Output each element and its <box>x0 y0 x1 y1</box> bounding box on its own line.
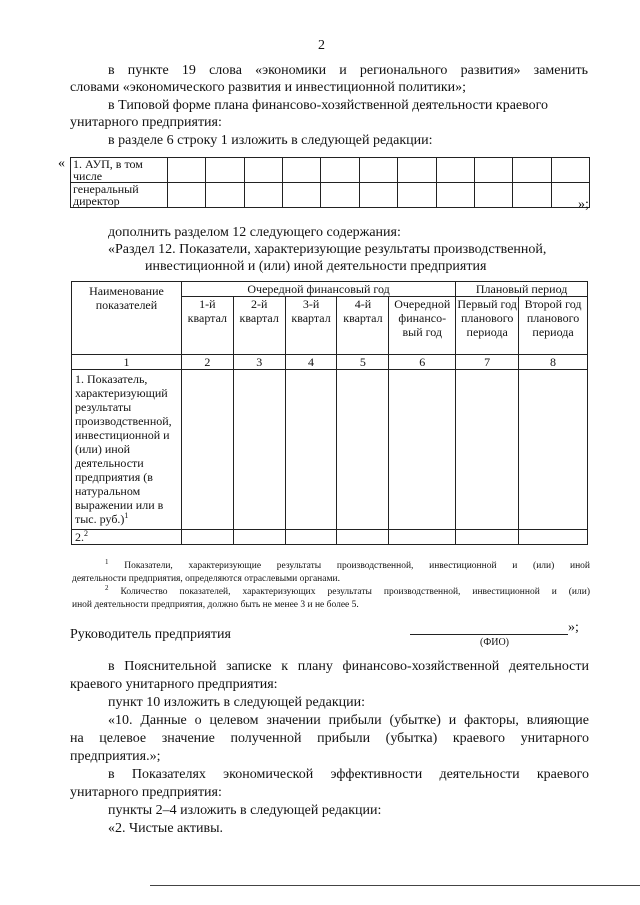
col-number: 6 <box>389 355 456 370</box>
intro-line-3: в Типовой форме плана финансово-хозяйственной деятельности краевого <box>108 98 549 113</box>
signature-label: Руководитель предприятия <box>70 627 231 642</box>
q4-header: 4-й квартал <box>337 297 389 355</box>
aup-open-quote: « <box>58 156 65 171</box>
indicator-table <box>71 281 588 545</box>
section12-title-2: инвестиционной и (или) иной деятельности предприятия <box>145 259 487 274</box>
footnote-1: $^1$ Показатели, характеризующие результаты производственной, инвестиционной и (или) иной <box>105 557 591 571</box>
indicator-row-2-label: 2.$^2$ <box>72 530 182 545</box>
col-number: 3 <box>233 355 285 370</box>
explanatory-line-2: краевого унитарного предприятия: <box>70 677 278 692</box>
aup-row-1 <box>71 158 590 183</box>
plan-period-header: Плановый период <box>456 282 588 297</box>
header-row-1 <box>72 282 588 297</box>
fin-year-header: Очередной финансовый год <box>181 282 455 297</box>
explanatory-line-10: «2. Чистые активы. <box>108 821 224 836</box>
col-number: 7 <box>456 355 519 370</box>
intro-line-4: унитарного предприятия: <box>70 115 222 130</box>
footnote-ref-2: 2 <box>84 529 88 538</box>
footnote-1-cont: деятельности предприятия, определяются отраслевыми органами. <box>72 574 340 584</box>
bottom-edge-line <box>150 885 640 886</box>
aup-close-quote: »; <box>578 197 589 212</box>
fin-year-total-header: Очередной финансо-вый год <box>389 297 456 355</box>
column-number-row <box>72 355 588 370</box>
intro-line-5: в разделе 6 строку 1 изложить в следующей редакции: <box>108 133 433 148</box>
explanatory-line-5: на целевое значение полученной прибыли (убытка) краевого унитарного <box>70 731 589 746</box>
explanatory-line-8: унитарного предприятия: <box>70 785 222 800</box>
intro-line-2: словами «экономического развития и инвестиционной политики»; <box>70 80 466 95</box>
signature-line <box>410 634 568 635</box>
aup-table <box>70 157 590 208</box>
indicator-row-1 <box>72 370 588 530</box>
signature-close-quote: »; <box>568 620 579 635</box>
explanatory-line-1: в Пояснительной записке к плану финансово-хозяйственной деятельности <box>108 659 589 674</box>
col-number: 8 <box>519 355 588 370</box>
explanatory-line-3: пункт 10 изложить в следующей редакции: <box>108 695 365 710</box>
plan-year-2-header: Второй год планового периода <box>519 297 588 355</box>
indicator-row-1-label: 1. Показатель, характеризующий результаты производственной, инвестиционной и (или) иной деятельности предприятия (в натуральном выражении или в тыс. руб.)$^1$ <box>72 370 182 530</box>
footnote-ref-1: 1 <box>124 511 129 520</box>
col-number: 1 <box>72 355 182 370</box>
footnote-2-mark: 2 <box>105 583 109 592</box>
fio-caption: (ФИО) <box>480 637 510 648</box>
indicator-row-2 <box>72 530 588 545</box>
explanatory-line-7: в Показателях экономической эффективности деятельности краевого <box>108 767 589 782</box>
col-name-header: Наименование показателей <box>72 282 182 355</box>
aup-row-1-label: 1. АУП, в том числе <box>71 158 168 183</box>
q2-header: 2-й квартал <box>233 297 285 355</box>
col-number: 5 <box>337 355 389 370</box>
footnote-2-cont: иной деятельности предприятия, должно быть не менее 3 и не более 5. <box>72 600 359 610</box>
explanatory-line-9: пункты 2–4 изложить в следующей редакции: <box>108 803 382 818</box>
explanatory-line-4: «10. Данные о целевом значении прибыли (убытке) и факторы, влияющие <box>108 713 589 728</box>
section12-intro: дополнить разделом 12 следующего содержания: <box>108 225 401 240</box>
q1-header: 1-й квартал <box>181 297 233 355</box>
section12-title-1: «Раздел 12. Показатели, характеризующие результаты производственной, <box>108 242 547 257</box>
col-number: 2 <box>181 355 233 370</box>
page-number: 2 <box>318 38 325 53</box>
aup-row-2-label: генеральный директор <box>71 183 168 208</box>
q3-header: 3-й квартал <box>285 297 337 355</box>
plan-year-1-header: Первый год планового периода <box>456 297 519 355</box>
footnote-1-mark: 1 <box>105 557 109 566</box>
footnote-2: $^2$ Количество показателей, характеризующих результаты производственной, инвестиционной и (или) <box>105 583 590 597</box>
intro-line-1: в пункте 19 слова «экономики и регионального развития» заменить <box>108 63 588 78</box>
col-number: 4 <box>285 355 337 370</box>
aup-row-2 <box>71 183 590 208</box>
explanatory-line-6: предприятия.»; <box>70 749 161 764</box>
